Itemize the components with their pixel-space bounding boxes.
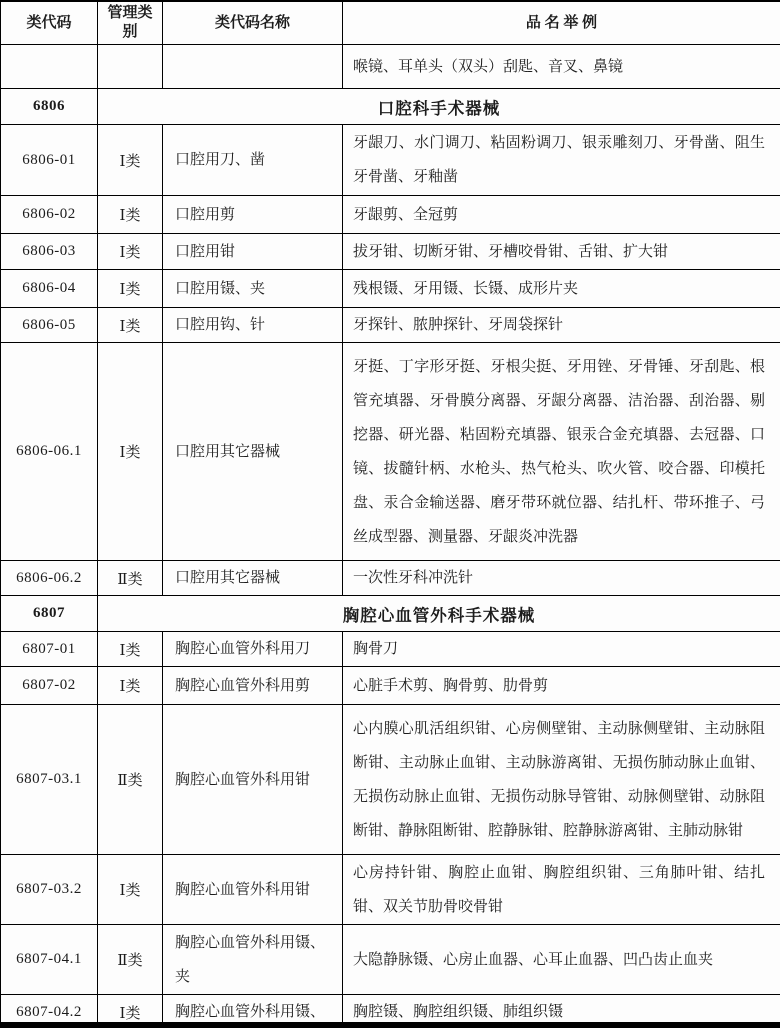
section-title: 口腔科手术器械: [98, 89, 780, 125]
name-cell: 口腔用钳: [163, 234, 343, 270]
table-row: [1, 561, 780, 596]
section-code: 6807: [1, 596, 98, 632]
examples-cell: 心脏手术剪、胸骨剪、肋骨剪: [343, 667, 780, 705]
name-cell: 胸腔心血管外科用剪: [163, 667, 343, 705]
examples-cell: 牙挺、丁字形牙挺、牙根尖挺、牙用锉、牙骨锤、牙刮匙、根管充填器、牙骨膜分离器、牙龈分离器、洁治器、刮治器、剔挖器、研光器、粘固粉充填器、银汞合金充填器、去冠器、口镜、拔髓针柄、水枪头、热气枪头、吹火管、咬合器、印模托盘、汞合金输送器、磨牙带环就位器、结扎杆、带环推子、弓丝成型器、测量器、牙龈炎冲洗器: [343, 343, 780, 561]
class-cell: Ⅰ类: [98, 234, 163, 270]
class-cell: Ⅰ类: [98, 995, 163, 1028]
section-row: [1, 596, 780, 632]
table-row: [1, 234, 780, 270]
class-cell: Ⅰ类: [98, 343, 163, 561]
table-row: [1, 196, 780, 234]
code-cell: [1, 45, 98, 89]
examples-cell: 残根镊、牙用镊、长镊、成形片夹: [343, 270, 780, 308]
name-cell: 口腔用刀、凿: [163, 125, 343, 196]
name-cell: 胸腔心血管外科用刀: [163, 632, 343, 667]
section-row: [1, 89, 780, 125]
name-cell: 口腔用钩、针: [163, 308, 343, 343]
examples-cell: 喉镜、耳单头（双头）刮匙、音叉、鼻镜: [343, 45, 780, 89]
page-edge-bar: [0, 1022, 780, 1028]
table-row: [1, 925, 780, 995]
class-cell: Ⅰ类: [98, 855, 163, 925]
examples-cell: 胸腔镊、胸腔组织镊、肺组织镊: [343, 995, 780, 1028]
header-code: 类代码: [1, 1, 98, 45]
examples-cell: 大隐静脉镊、心房止血器、心耳止血器、凹凸齿止血夹: [343, 925, 780, 995]
examples-cell: 胸骨刀: [343, 632, 780, 667]
class-cell: Ⅱ类: [98, 561, 163, 596]
table-row: [1, 45, 780, 89]
header-name: 类代码名称: [163, 1, 343, 45]
class-cell: Ⅰ类: [98, 308, 163, 343]
code-cell: 6807-04.1: [1, 925, 98, 995]
code-cell: 6806-06.1: [1, 343, 98, 561]
header-class: 管理类别: [98, 1, 163, 45]
name-cell: 口腔用剪: [163, 196, 343, 234]
table-row: [1, 632, 780, 667]
table-row: [1, 308, 780, 343]
table-row: [1, 125, 780, 196]
code-cell: 6806-03: [1, 234, 98, 270]
name-cell: 胸腔心血管外科用镊、夹: [163, 925, 343, 995]
examples-cell: 牙龈刀、水门调刀、粘固粉调刀、银汞雕刻刀、牙骨凿、阻生牙骨凿、牙釉凿: [343, 125, 780, 196]
name-cell: 口腔用其它器械: [163, 561, 343, 596]
class-cell: [98, 45, 163, 89]
examples-cell: 拔牙钳、切断牙钳、牙槽咬骨钳、舌钳、扩大钳: [343, 234, 780, 270]
class-cell: Ⅰ类: [98, 632, 163, 667]
section-code: 6806: [1, 89, 98, 125]
name-cell: 胸腔心血管外科用钳: [163, 705, 343, 855]
table-row: [1, 705, 780, 855]
code-cell: 6807-01: [1, 632, 98, 667]
name-cell: 胸腔心血管外科用钳: [163, 855, 343, 925]
table-row: [1, 270, 780, 308]
table-header-row: [1, 1, 780, 45]
examples-cell: 心房持针钳、胸腔止血钳、胸腔组织钳、三角肺叶钳、结扎钳、双关节肋骨咬骨钳: [343, 855, 780, 925]
code-cell: 6806-06.2: [1, 561, 98, 596]
code-cell: 6807-03.1: [1, 705, 98, 855]
examples-cell: 心内膜心肌活组织钳、心房侧壁钳、主动脉侧壁钳、主动脉阻断钳、主动脉止血钳、主动脉游离钳、无损伤肺动脉止血钳、无损伤动脉止血钳、无损伤动脉导管钳、动脉侧壁钳、动脉阻断钳、静脉阻断钳、腔静脉钳、腔静脉游离钳、主肺动脉钳: [343, 705, 780, 855]
code-cell: 6807-02: [1, 667, 98, 705]
table-row: [1, 667, 780, 705]
header-examples: 品 名 举 例: [343, 1, 780, 45]
name-cell: 口腔用镊、夹: [163, 270, 343, 308]
class-cell: Ⅰ类: [98, 196, 163, 234]
table-row: [1, 343, 780, 561]
code-cell: 6807-03.2: [1, 855, 98, 925]
name-cell: [163, 45, 343, 89]
examples-cell: 一次性牙科冲洗针: [343, 561, 780, 596]
code-cell: 6806-02: [1, 196, 98, 234]
class-cell: Ⅱ类: [98, 925, 163, 995]
name-cell: 口腔用其它器械: [163, 343, 343, 561]
class-cell: Ⅱ类: [98, 705, 163, 855]
code-cell: 6806-04: [1, 270, 98, 308]
examples-cell: 牙龈剪、全冠剪: [343, 196, 780, 234]
code-cell: 6806-05: [1, 308, 98, 343]
code-cell: 6807-04.2: [1, 995, 98, 1028]
examples-cell: 牙探针、脓肿探针、牙周袋探针: [343, 308, 780, 343]
class-cell: Ⅰ类: [98, 270, 163, 308]
class-cell: Ⅰ类: [98, 125, 163, 196]
section-title: 胸腔心血管外科手术器械: [98, 596, 780, 632]
table-row: [1, 855, 780, 925]
name-cell: 胸腔心血管外科用镊、: [163, 995, 343, 1028]
code-cell: 6806-01: [1, 125, 98, 196]
class-cell: Ⅰ类: [98, 667, 163, 705]
